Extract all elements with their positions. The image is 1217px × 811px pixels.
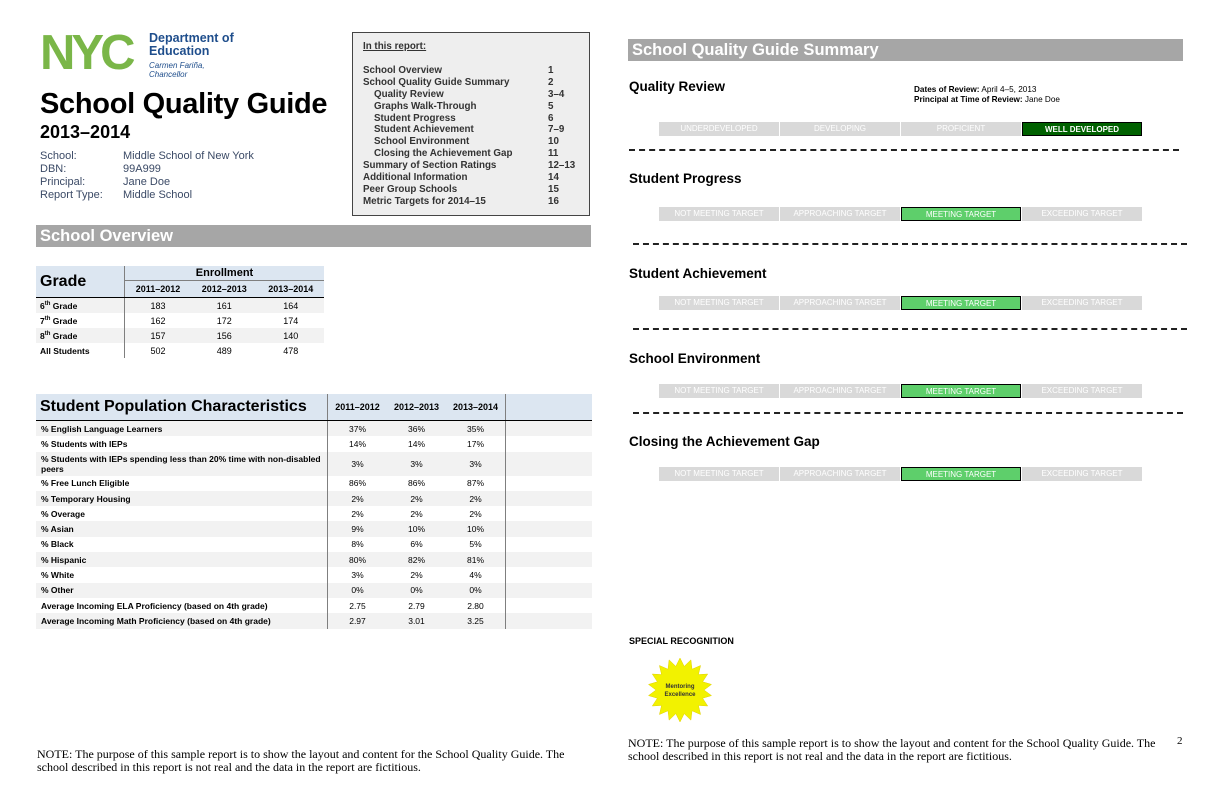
table-row [36, 567, 592, 582]
toc-item-label: Student Achievement [374, 124, 474, 136]
page-number: 2 [1177, 735, 1183, 747]
population-label: Average Incoming ELA Proficiency (based on 4th grade) [36, 598, 328, 613]
toc-item[interactable] [363, 148, 583, 160]
toc-item[interactable] [363, 136, 583, 148]
dates-value: April 4–5, 2013 [981, 85, 1037, 94]
grade-suffix: Grade [50, 330, 78, 341]
table-row [36, 491, 592, 506]
rating-segment: APPROACHING TARGET [780, 384, 900, 398]
grade-label [36, 343, 125, 358]
population-value: 17% [446, 436, 506, 451]
population-value: 87% [446, 476, 506, 491]
badge-line2: Excellence [664, 692, 696, 698]
toc-item[interactable] [363, 65, 583, 77]
toc-item[interactable] [363, 101, 583, 113]
special-recognition-title: SPECIAL RECOGNITION [629, 636, 734, 646]
rating-segment: MEETING TARGET [901, 384, 1021, 398]
grade-number: 6 [40, 300, 45, 311]
grade-suffix: Grade [50, 300, 78, 311]
divider [629, 149, 1179, 151]
row-spacer [506, 491, 593, 506]
logo-department [149, 32, 234, 58]
population-value: 2.79 [408, 600, 425, 611]
population-year-header: 2012–2013 [387, 394, 446, 421]
enrollment-value: 140 [258, 328, 325, 343]
rating-segment: NOT MEETING TARGET [659, 467, 779, 481]
row-spacer [506, 598, 593, 613]
mentoring-excellence-badge [647, 657, 713, 723]
population-title: Student Population Characteristics [36, 394, 328, 421]
table-row [36, 421, 592, 437]
review-meta [914, 85, 1060, 105]
population-value: 3.25 [446, 613, 506, 628]
row-spacer [506, 567, 593, 582]
population-value: 81% [446, 552, 506, 567]
logo-line2: Education [149, 44, 210, 58]
population-value: 2.75 [349, 600, 366, 611]
population-value: 82% [387, 552, 446, 567]
rating-segment: DEVELOPING [780, 122, 900, 136]
enrollment-value: 161 [191, 298, 258, 314]
toc-item-label: School Overview [363, 65, 442, 76]
school-info-key: School: [40, 150, 77, 162]
toc-item[interactable] [363, 113, 583, 125]
table-row [36, 506, 592, 521]
population-label: % White [36, 567, 328, 582]
table-row [36, 598, 592, 613]
logo-chancellor: Carmen Fariña, Chancellor [149, 61, 205, 79]
table-row [36, 613, 592, 628]
rating-segment: UNDERDEVELOPED [659, 122, 779, 136]
table-row [36, 343, 324, 358]
nyc-logo-icon [40, 31, 146, 71]
rating-segment: APPROACHING TARGET [780, 467, 900, 481]
population-value: 2% [410, 508, 423, 519]
population-value: 2% [351, 508, 364, 519]
toc-item-label: School Quality Guide Summary [363, 76, 510, 88]
population-label: % Students with IEPs spending less than 20% time with non-disabled peers [36, 452, 328, 476]
population-label: % Other [36, 583, 328, 598]
grade-suffix: Grade [50, 315, 78, 326]
toc-item-label: Student Progress [374, 112, 456, 124]
grade-suffix-sup: th [44, 315, 51, 322]
grade-number: 7 [40, 315, 45, 326]
toc-item-label: Quality Review [374, 88, 444, 100]
enrollment-year-header: 2013–2014 [258, 281, 325, 298]
toc-item[interactable] [363, 89, 583, 101]
divider [633, 412, 1183, 414]
rating-segment: PROFICIENT [901, 122, 1021, 136]
table-row [36, 436, 592, 451]
school-info-key: DBN: [40, 163, 67, 175]
report-year: 2013–2014 [40, 122, 131, 142]
population-value: 2% [446, 506, 506, 521]
footnote-left: NOTE: The purpose of this sample report is to show the layout and content for the School Quality Guide. The school described in this report is not real and the data in the report are fictitious. [37, 747, 565, 774]
divider [633, 243, 1187, 245]
table-row [36, 583, 592, 598]
population-value: 10% [446, 521, 506, 536]
row-spacer [506, 476, 593, 491]
school-info-row [40, 189, 254, 202]
population-value: 2% [446, 491, 506, 506]
enrollment-header: Enrollment [125, 266, 325, 281]
table-row [36, 452, 592, 476]
toc-item[interactable] [363, 172, 583, 184]
table-row [36, 313, 324, 328]
row-spacer [506, 452, 593, 476]
population-value: 10% [387, 521, 446, 536]
school-info-value: Jane Doe [123, 176, 171, 188]
section-title: Closing the Achievement Gap [629, 434, 820, 449]
population-year-header: 2011–2012 [328, 394, 388, 421]
toc-item[interactable] [363, 124, 583, 136]
section-rating [659, 296, 1144, 310]
table-of-contents [352, 32, 590, 216]
enrollment-value: 157 [125, 328, 192, 343]
grade-suffix-sup: th [44, 300, 51, 307]
school-info-value: Middle School [123, 189, 193, 201]
toc-item-page: 16 [548, 195, 559, 207]
population-value: 3% [446, 452, 506, 476]
row-spacer [506, 506, 593, 521]
population-value: 4% [446, 567, 506, 582]
population-label: % Hispanic [36, 552, 328, 567]
toc-item-page: 11 [548, 148, 559, 160]
school-info-value: 99A999 [123, 163, 161, 175]
row-spacer [506, 521, 593, 536]
school-info-row [40, 176, 254, 189]
population-value: 2% [410, 570, 423, 581]
grade-label [36, 313, 125, 328]
toc-item-page: 5 [548, 100, 554, 112]
enrollment-value: 489 [216, 345, 232, 356]
principal-label: Principal at Time of Review: [914, 95, 1023, 104]
rating-segment: EXCEEDING TARGET [1022, 296, 1142, 310]
school-info [40, 150, 254, 202]
school-info-key: Principal: [40, 176, 86, 188]
population-header-spacer [506, 394, 593, 421]
population-value: 3% [351, 570, 364, 581]
enrollment-year-header: 2011–2012 [125, 281, 192, 298]
dates-label: Dates of Review: [914, 85, 980, 94]
section-title: Student Achievement [629, 266, 767, 281]
population-value: 0% [387, 583, 446, 598]
toc-item-page: 15 [548, 183, 559, 195]
starburst-icon [647, 657, 713, 723]
toc-item-page: 12–13 [548, 160, 576, 172]
enrollment-year-header: 2012–2013 [191, 281, 258, 298]
enrollment-value: 502 [150, 345, 166, 356]
toc-item[interactable] [363, 160, 583, 172]
quality-review-title: Quality Review [629, 79, 726, 94]
page-title: School Quality Guide [40, 88, 328, 120]
divider [633, 328, 1187, 330]
population-value: 2.80 [446, 598, 506, 613]
population-value: 14% [348, 438, 366, 449]
toc-list [363, 65, 583, 208]
table-row [36, 476, 592, 491]
nyc-logo-mark: NYC [40, 31, 132, 71]
population-value: 0% [328, 583, 388, 598]
summary-banner: School Quality Guide Summary [628, 39, 1183, 61]
section-rating [659, 467, 1144, 481]
population-value: 2% [328, 491, 388, 506]
rating-segment: EXCEEDING TARGET [1022, 207, 1142, 221]
population-value: 5% [446, 537, 506, 552]
enrollment-value: 164 [258, 298, 325, 314]
population-label: % Overage [36, 506, 328, 521]
population-value: 2% [387, 491, 446, 506]
toc-item[interactable] [363, 196, 583, 208]
population-value: 35% [446, 421, 506, 437]
enrollment-value: 156 [191, 328, 258, 343]
quality-review-rating [659, 122, 1144, 136]
toc-item-label: Summary of Section Ratings [363, 160, 497, 172]
row-spacer [506, 552, 593, 567]
rating-segment: MEETING TARGET [901, 296, 1021, 310]
toc-item-page: 14 [548, 172, 559, 184]
enrollment-value: 478 [283, 345, 299, 356]
row-spacer [506, 436, 593, 451]
badge-line1: Mentoring [665, 684, 695, 690]
rating-segment: NOT MEETING TARGET [659, 296, 779, 310]
population-value: 6% [410, 539, 423, 550]
enrollment-value: 174 [283, 315, 299, 326]
toc-item-page: 6 [548, 112, 554, 124]
population-value: 37% [328, 421, 388, 437]
toc-item-label: Graphs Walk-Through [374, 100, 477, 112]
rating-segment: APPROACHING TARGET [780, 207, 900, 221]
population-label: Average Incoming Math Proficiency (based on 4th grade) [36, 613, 328, 628]
section-title: Student Progress [629, 171, 742, 186]
population-value: 86% [407, 478, 425, 489]
population-value: 2.97 [328, 613, 388, 628]
school-info-row [40, 150, 254, 163]
table-row [36, 298, 324, 314]
toc-item-label: Peer Group Schools [363, 183, 458, 195]
grade-number: 8 [40, 330, 45, 341]
rating-segment: EXCEEDING TARGET [1022, 467, 1142, 481]
footnote-right: NOTE: The purpose of this sample report is to show the layout and content for the School Quality Guide. The school described in this report is not real and the data in the report are fictitious. [628, 736, 1156, 763]
principal-value: Jane Doe [1024, 95, 1060, 104]
school-info-row [40, 163, 254, 176]
rating-segment: APPROACHING TARGET [780, 296, 900, 310]
logo-line1: Department of [149, 31, 234, 45]
grade-label [36, 298, 125, 314]
school-info-key: Report Type: [40, 189, 103, 201]
table-row [36, 328, 324, 343]
toc-item-label: Closing the Achievement Gap [374, 148, 513, 160]
population-value: 3% [328, 452, 388, 476]
school-overview-banner: School Overview [36, 225, 591, 247]
toc-item-page: 3–4 [548, 88, 565, 100]
population-value: 36% [387, 421, 446, 437]
rating-segment: MEETING TARGET [901, 467, 1021, 481]
toc-item-page: 10 [548, 136, 559, 148]
grade-number: All Students [40, 345, 90, 356]
population-label: % Free Lunch Eligible [36, 476, 328, 491]
population-value: 0% [446, 583, 506, 598]
section-title: School Environment [629, 351, 761, 366]
toc-title: In this report: [363, 41, 427, 52]
population-label: % Black [36, 537, 328, 552]
row-spacer [506, 613, 593, 628]
population-label: % Asian [36, 521, 328, 536]
table-row [36, 521, 592, 536]
row-spacer [506, 421, 593, 437]
enrollment-value: 162 [150, 315, 166, 326]
grade-suffix-sup: th [44, 330, 51, 337]
population-label: % Students with IEPs [36, 436, 328, 451]
rating-segment: MEETING TARGET [901, 207, 1021, 221]
grade-label [36, 328, 125, 343]
rating-segment: EXCEEDING TARGET [1022, 384, 1142, 398]
school-info-value: Middle School of New York [123, 150, 254, 162]
toc-item-label: Additional Information [363, 172, 468, 184]
population-value: 86% [348, 478, 366, 489]
rating-segment: WELL DEVELOPED [1022, 122, 1142, 136]
grade-header: Grade [36, 266, 125, 298]
population-value: 9% [328, 521, 388, 536]
population-value: 8% [351, 539, 364, 550]
row-spacer [506, 583, 593, 598]
section-rating [659, 207, 1144, 221]
toc-item-page: 7–9 [548, 124, 565, 136]
rating-segment: NOT MEETING TARGET [659, 384, 779, 398]
table-row [36, 537, 592, 552]
population-value: 3.01 [387, 613, 446, 628]
toc-item-page: 1 [548, 65, 554, 76]
toc-item[interactable] [363, 77, 583, 89]
population-label: % English Language Learners [36, 421, 328, 437]
row-spacer [506, 537, 593, 552]
enrollment-value: 172 [216, 315, 232, 326]
doe-logo [40, 31, 240, 79]
population-table [36, 394, 592, 629]
enrollment-table [36, 266, 324, 358]
toc-item[interactable] [363, 184, 583, 196]
toc-item-label: Metric Targets for 2014–15 [363, 195, 486, 207]
table-row [36, 552, 592, 567]
section-rating [659, 384, 1144, 398]
population-label: % Temporary Housing [36, 491, 328, 506]
population-value: 3% [387, 452, 446, 476]
toc-item-label: School Environment [374, 136, 470, 148]
toc-item-page: 2 [548, 76, 554, 88]
enrollment-value: 183 [125, 298, 192, 314]
population-year-header: 2013–2014 [446, 394, 506, 421]
rating-segment: NOT MEETING TARGET [659, 207, 779, 221]
population-value: 14% [407, 438, 425, 449]
population-value: 80% [328, 552, 388, 567]
